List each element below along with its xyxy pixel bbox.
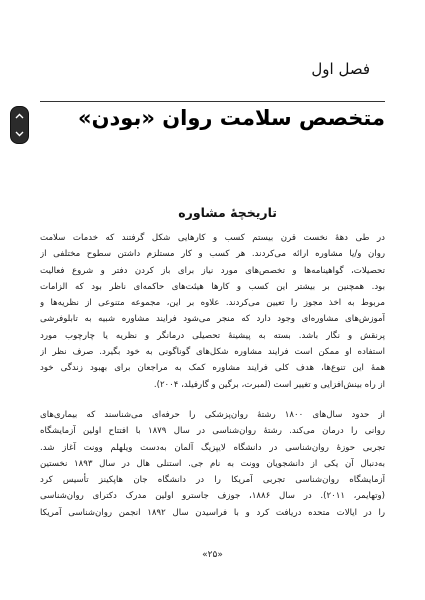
text-line: پرنقش و نگار باشد. بسته به پیشینۀ تحصیلی درمانگر و نظریه یا چارچوب مورد xyxy=(40,330,385,341)
text-line: از راه بینش‌افزایی و تغییر است (لمبرت، برگین و گارفیلد، ۲۰۰۴). xyxy=(153,379,385,390)
chapter-label: فصل اول xyxy=(311,60,370,78)
chapter-title: متخصص سلامت روان «بودن» xyxy=(78,106,385,130)
paragraph-history-2 xyxy=(40,407,385,521)
section-heading: تاریخچهٔ مشاوره xyxy=(178,205,277,220)
text-line: از حدود سال‌های ۱۸۰۰ رشتۀ روان‌پزشکی را حرفه‌ای می‌شناسند که بیماری‌های xyxy=(40,410,385,420)
text-line: تحصیلات، گواهینامه‌ها و تخصص‌های مورد نیاز برای باز کردن دفتر و شروع فعالیت xyxy=(40,265,385,276)
text-line: روان و/یا مشاوره ارائه می‌کردند. هر کسب و کار مستلزم داشتن سطوح مختلفی از xyxy=(40,249,385,260)
text-line: را در ایالات متحده دریافت کرد و با فراسیدن سال ۱۸۹۲ انجمن روان‌شناسی آمریکا xyxy=(40,507,385,518)
text-line: استفاده او ممکن است فرایند مشاوره شکل‌های گوناگونی به خود بگیرد. صرف نظر از xyxy=(40,347,385,358)
text-line: همۀ این تنوع‌ها، هدف کلی فرایند مشاوره کمک به مراجعان برای بهبود زندگی خود xyxy=(40,363,385,374)
paragraph-history-1 xyxy=(40,230,385,393)
text-line: آزمایشگاه روان‌شناسی تجربی آمریکا را در دانشگاه جان هاپکینز تأسیس کرد xyxy=(40,475,385,486)
text-line: (وتهایمر، ۲۰۱۱). در سال ۱۸۸۶، جوزف جاسترو اولین مدرک دکترای روان‌شناسی xyxy=(40,491,385,502)
title-divider xyxy=(40,101,385,102)
chevron-up-icon[interactable] xyxy=(15,113,24,119)
text-line: در طی دهۀ نخست قرن بیستم کسب و کارهایی شکل گرفتند که خدمات سلامت xyxy=(40,233,385,243)
page-nav-widget[interactable] xyxy=(10,106,29,144)
page-number: «۲۵» xyxy=(202,550,223,560)
text-line: بود. همچنین بر بیشتر این کسب و کارها هیئت‌های حاکمه‌ای ناظر بود که الزامات xyxy=(40,281,385,292)
text-line: به‌دنبال آن یکی از دانشجویان وونت به نام جی. استنلی هال در سال ۱۸۹۳ نخستین xyxy=(40,458,385,469)
text-line: آموزش‌های مشاوره‌ای وجود دارد که منجر می‌شود فرایند مشاوره شبیه به تابلوفرشی xyxy=(40,314,385,325)
text-line: روانی را درمان می‌کند. رشتۀ روان‌شناسی در سال ۱۸۷۹ با افتتاح اولین آزمایشگاه xyxy=(40,426,385,437)
text-line: تجربی حوزۀ روان‌شناسی در دانشگاه لایپزیگ آلمان به‌دست ویلهلم وونت آغاز شد. xyxy=(40,442,385,453)
chevron-down-icon[interactable] xyxy=(15,131,24,137)
text-line: مربوط به اخذ مجوز را تعیین می‌کردند. علاوه بر این، مجموعه متنوعی از نظریه‌ها و xyxy=(40,298,385,309)
